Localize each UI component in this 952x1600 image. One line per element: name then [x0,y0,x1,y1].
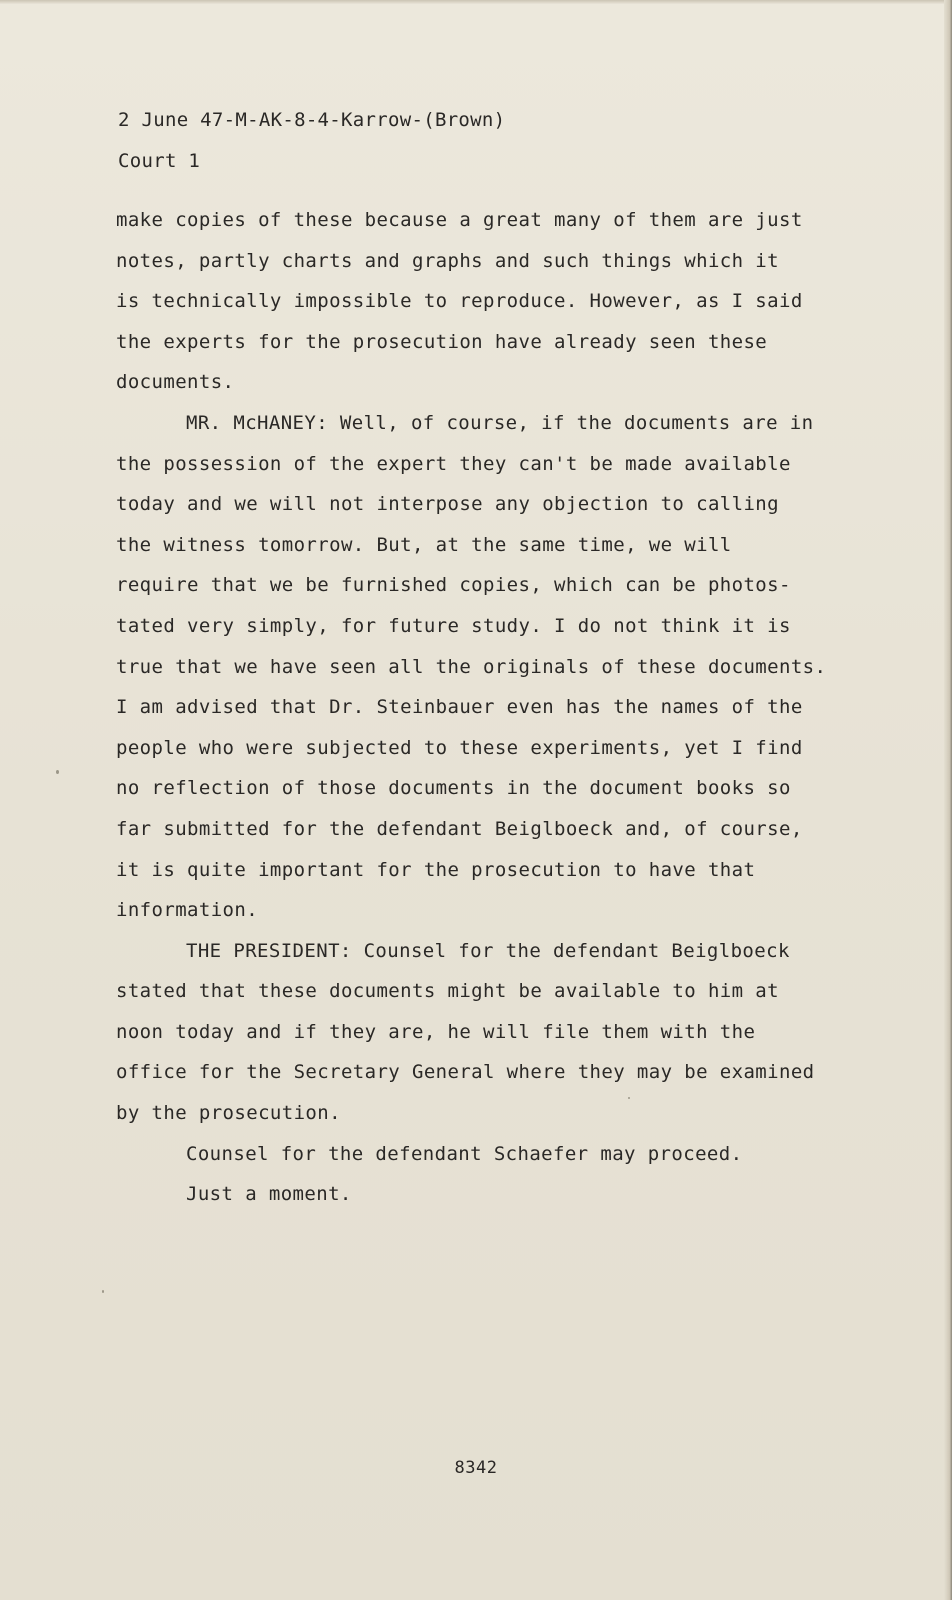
transcript-line: noon today and if they are, he will file them with the [116,1020,756,1043]
transcript-line: far submitted for the defendant Beiglboeck and, of course, [116,817,803,840]
transcript-line: true that we have seen all the originals of these documents. [116,655,827,678]
transcript-line: the possession of the expert they can't be made available [116,452,791,475]
header-court-line: Court 1 [118,150,201,172]
transcript-line: Just a moment. [186,1183,352,1206]
header-session-line: 2 June 47-M-AK-8-4-Karrow-(Brown) [118,109,506,131]
transcript-line: no reflection of those documents in the document books so [116,777,791,800]
transcript-line: THE PRESIDENT: Counsel for the defendant Beiglboeck [186,939,790,962]
transcript-line: by the prosecution. [116,1102,341,1125]
page-top-edge [0,0,952,4]
transcript-line: the witness tomorrow. But, at the same time, we will [116,533,732,556]
page-right-edge [944,0,952,1600]
transcript-line: people who were subjected to these experiments, yet I find [116,736,803,759]
transcript-line: Counsel for the defendant Schaefer may proceed. [186,1142,743,1165]
transcript-line: office for the Secretary General where they may be examined [116,1061,815,1084]
transcript-line: today and we will not interpose any objection to calling [116,493,779,516]
transcript-header [118,100,505,182]
paper-speck [628,1097,630,1099]
transcript-line: MR. McHANEY: Well, of course, if the documents are in [186,411,814,434]
transcript-line: is technically impossible to reproduce. However, as I said [116,290,803,313]
transcript-line: documents. [116,371,235,394]
transcript-line: the experts for the prosecution have already seen these [116,330,768,353]
transcript-line: make copies of these because a great many of them are just [116,209,803,231]
transcript-line: require that we be furnished copies, which can be photos- [116,574,791,597]
paper-speck [56,770,59,774]
page-number: 8342 [454,1458,498,1478]
transcript-line: tated very simply, for future study. I do not think it is [116,614,791,637]
transcript-line: it is quite important for the prosecution to have that [116,858,756,881]
transcript-line: I am advised that Dr. Steinbauer even has the names of the [116,696,803,719]
transcript-line: information. [116,899,259,922]
transcript-line: notes, partly charts and graphs and such things which it [116,249,779,272]
transcript-body [116,200,836,1215]
transcript-line: stated that these documents might be available to him at [116,980,779,1003]
paper-speck [102,1290,104,1293]
